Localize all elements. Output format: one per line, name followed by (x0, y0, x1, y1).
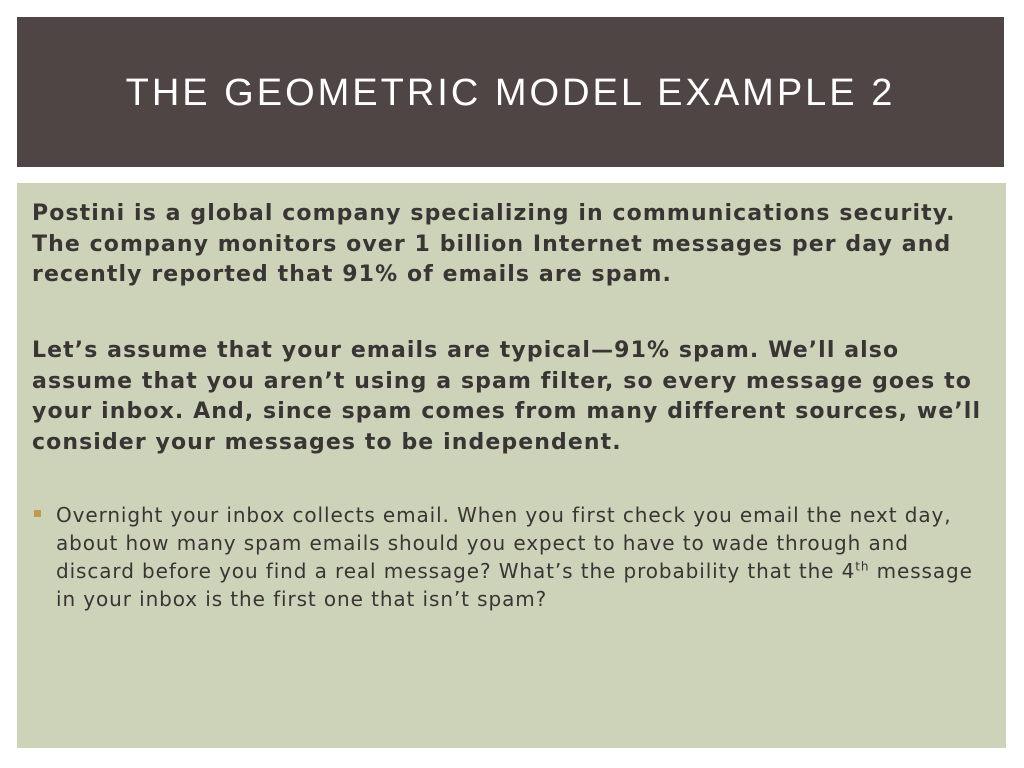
title-band (17, 17, 1004, 167)
bullet-question-text (56, 501, 976, 613)
content-panel (17, 183, 1006, 748)
bullet-text-start: Overnight your inbox collects email. When you first check you email the next day, about how many spam emails should you expect to have to wade through and discard before you find a real message? What’s the probability that the 4 (56, 503, 952, 583)
square-bullet-icon (34, 510, 41, 517)
slide-title: THE GEOMETRIC MODEL EXAMPLE 2 (125, 71, 896, 114)
ordinal-superscript: th (855, 559, 870, 574)
bullet-text-end: message in your inbox is the first one that isn’t spam? (56, 559, 973, 611)
paragraph-assumption: Let’s assume that your emails are typical—91% spam. We’ll also assume that you aren’t using a spam filter, so every message goes to your inbox. And, since spam comes from many different sources, we’ll consider your messages to be independent. (32, 338, 982, 455)
paragraph-postini: Postini is a global company specializing in communications security. The company monitors over 1 billion Internet messages per day and recently reported that 91% of emails are spam. (32, 201, 956, 287)
bullet-item (34, 501, 984, 613)
